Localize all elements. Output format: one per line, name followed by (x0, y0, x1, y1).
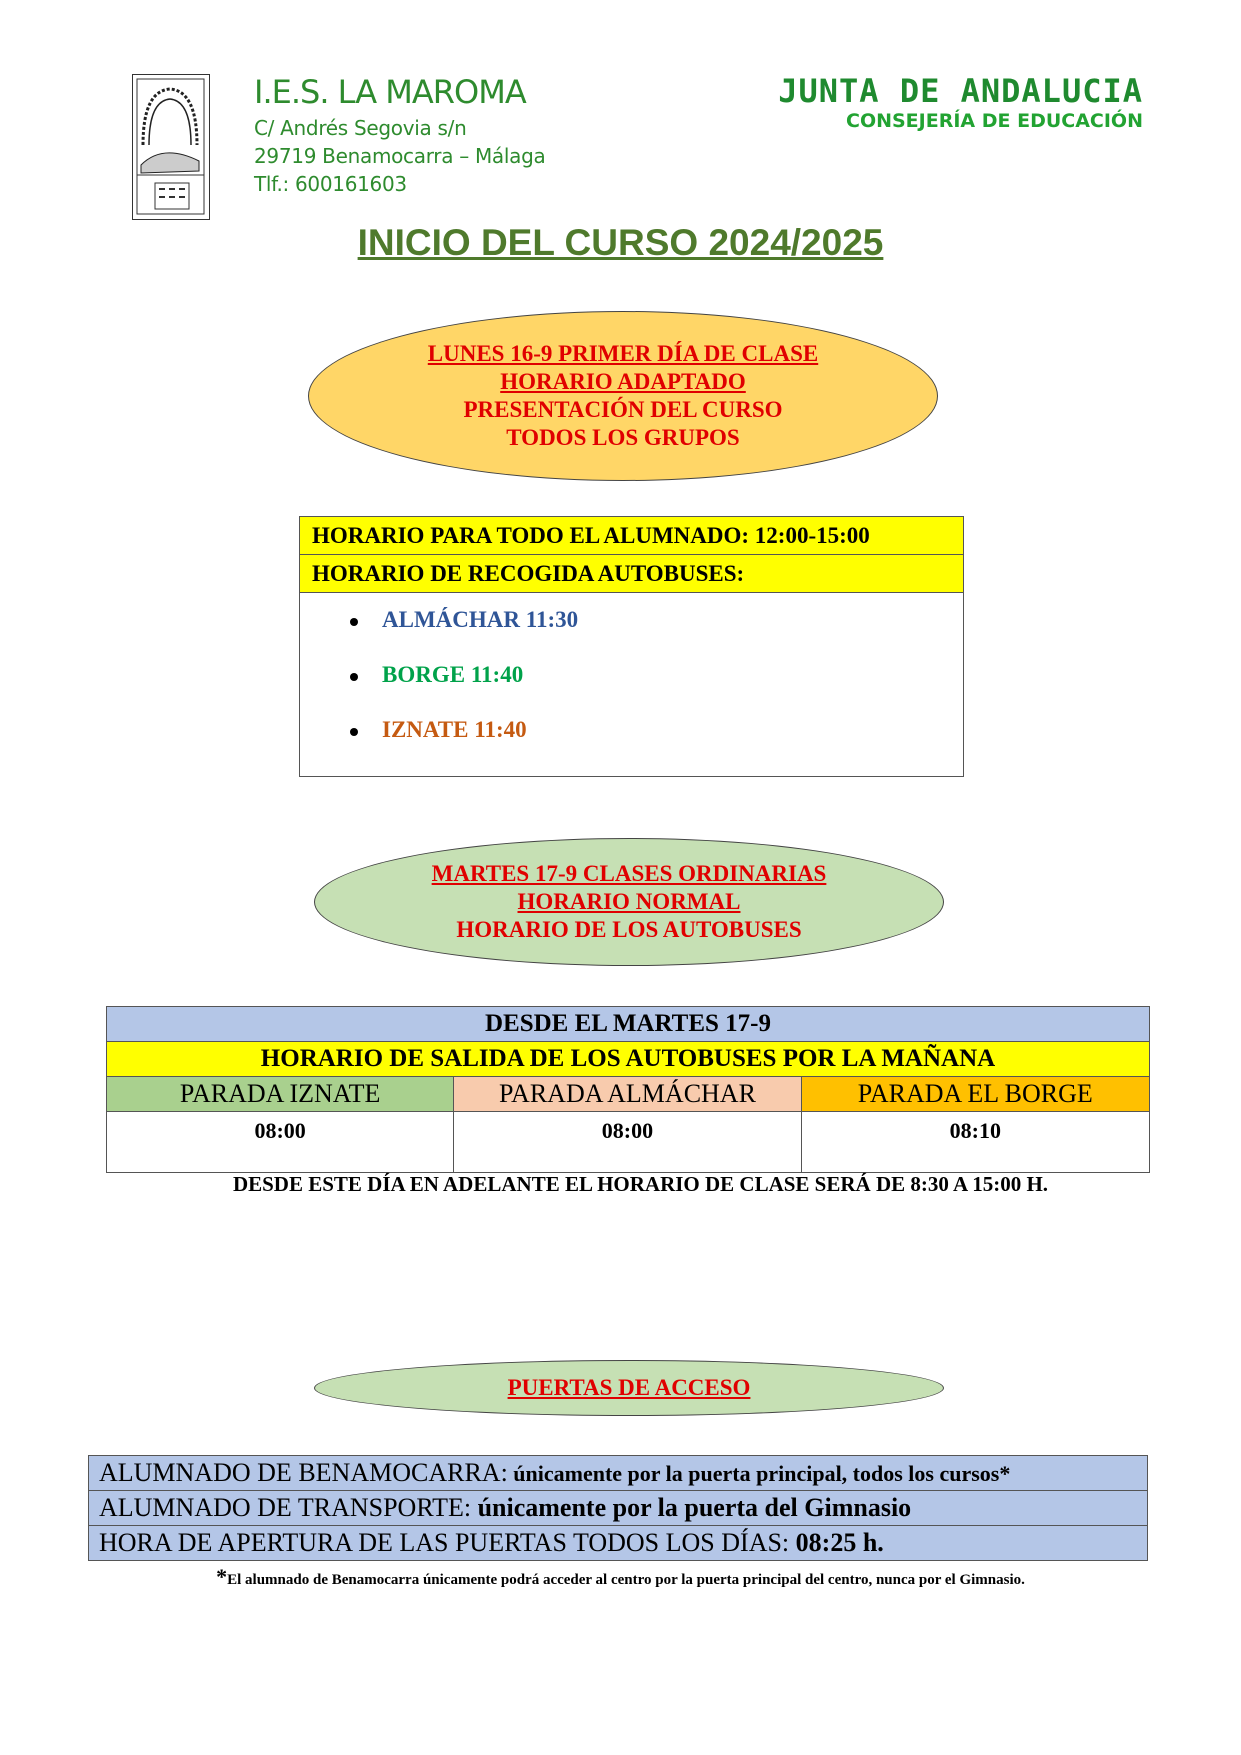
school-info (254, 70, 545, 198)
access-title: PUERTAS DE ACCESO (507, 1375, 751, 1400)
second-day-line3: HORARIO DE LOS AUTOBUSES (456, 917, 802, 942)
first-day-line4: TODOS LOS GRUPOS (506, 425, 740, 450)
access-value: 08:25 h. (789, 1528, 884, 1557)
column-header-iznate: PARADA IZNATE (107, 1077, 454, 1112)
footnote (0, 1564, 1241, 1590)
second-day-line2: HORARIO NORMAL (517, 889, 741, 914)
bus-stop-list (300, 593, 963, 776)
bus-table-heading2: HORARIO DE SALIDA DE LOS AUTOBUSES POR LA MAÑANA (107, 1042, 1150, 1077)
access-label: HORA DE APERTURA DE LAS PUERTAS TODOS LOS DÍAS: (99, 1528, 790, 1557)
footnote-text: El alumnado de Benamocarra únicamente podrá acceder al centro por la puerta principal del centro, nunca por el Gimnasio. (227, 1572, 1025, 1588)
table-row (89, 1526, 1148, 1561)
students-schedule-row: HORARIO PARA TODO EL ALUMNADO: 12:00-15:00 (300, 517, 963, 555)
access-table (88, 1455, 1148, 1561)
school-logo (132, 74, 210, 220)
access-cell (89, 1491, 1148, 1526)
column-header-almachar: PARADA ALMÁCHAR (454, 1077, 801, 1112)
second-day-ellipse (314, 838, 944, 966)
time-borge: 08:10 (801, 1112, 1149, 1173)
first-day-line3: PRESENTACIÓN DEL CURSO (463, 397, 783, 422)
access-label: ALUMNADO DE BENAMOCARRA: (99, 1458, 508, 1487)
table-row (89, 1491, 1148, 1526)
list-item (350, 662, 523, 688)
access-value: únicamente por la puerta del Gimnasio (471, 1493, 912, 1522)
page-title: INICIO DEL CURSO 2024/2025 (357, 222, 884, 263)
access-cell (89, 1526, 1148, 1561)
first-day-schedule-table (299, 516, 964, 777)
arch-logo-icon (133, 75, 208, 218)
column-header-borge: PARADA EL BORGE (801, 1077, 1149, 1112)
table-row (89, 1456, 1148, 1491)
bus-table-heading1: DESDE EL MARTES 17-9 (107, 1007, 1150, 1042)
footnote-star: * (216, 1564, 228, 1589)
school-city: 29719 Benamocarra – Málaga (254, 144, 546, 168)
bullet-icon (350, 728, 358, 736)
first-day-line2: HORARIO ADAPTADO (500, 369, 746, 394)
stop-almachar: ALMÁCHAR 11:30 (382, 607, 579, 632)
consejeria-name: CONSEJERÍA DE EDUCACIÓN (846, 110, 1143, 132)
second-day-line1: MARTES 17-9 CLASES ORDINARIAS (431, 861, 827, 886)
access-ellipse (314, 1360, 944, 1416)
school-phone: Tlf.: 600161603 (254, 172, 407, 196)
school-address: C/ Andrés Segovia s/n (254, 116, 467, 140)
first-day-ellipse (308, 311, 938, 481)
bullet-icon (350, 673, 358, 681)
bus-pickup-heading: HORARIO DE RECOGIDA AUTOBUSES: (300, 555, 963, 593)
list-item (350, 607, 578, 633)
access-cell (89, 1456, 1148, 1491)
first-day-line1: LUNES 16-9 PRIMER DÍA DE CLASE (427, 341, 819, 366)
bullet-icon (350, 618, 358, 626)
class-hours-note: DESDE ESTE DÍA EN ADELANTE EL HORARIO DE CLASE SERÁ DE 8:30 A 15:00 H. (232, 1172, 1049, 1196)
time-almachar: 08:00 (454, 1112, 801, 1173)
stop-iznate: IZNATE 11:40 (382, 717, 527, 742)
stop-borge: BORGE 11:40 (382, 662, 524, 687)
bus-departure-table (106, 1006, 1150, 1173)
access-label: ALUMNADO DE TRANSPORTE: (99, 1493, 472, 1522)
junta-logo (778, 72, 1143, 132)
time-iznate: 08:00 (107, 1112, 454, 1173)
school-name: I.E.S. LA MAROMA (254, 73, 526, 111)
list-item (350, 717, 527, 743)
access-value: únicamente por la puerta principal, todos los cursos* (507, 1461, 1011, 1486)
junta-name: JUNTA DE ANDALUCIA (778, 72, 1143, 110)
